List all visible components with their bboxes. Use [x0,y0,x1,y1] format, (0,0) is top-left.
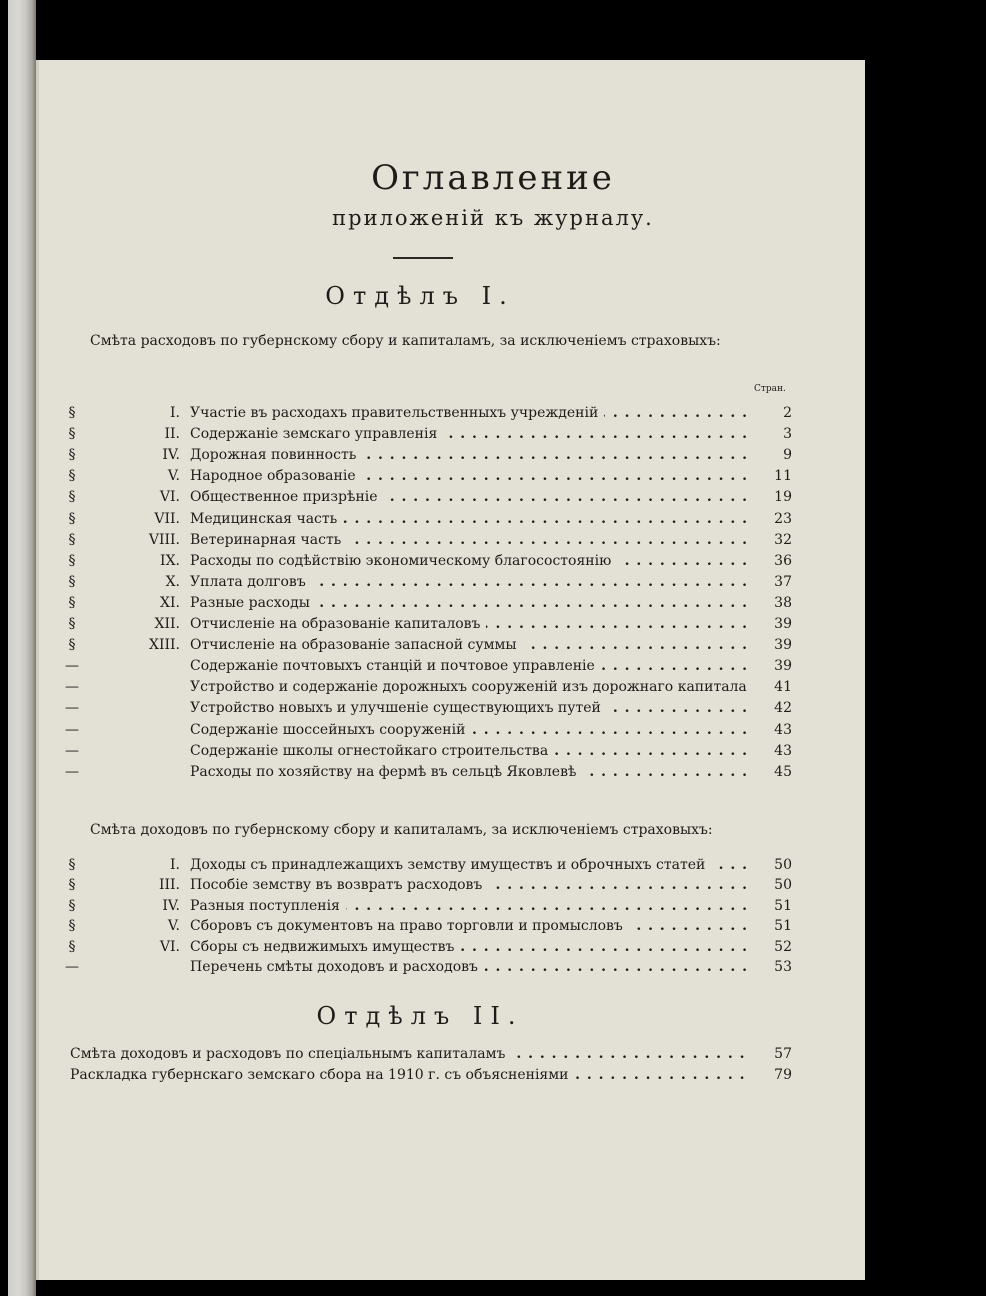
page-subtitle: приложеній къ журналу. [332,206,654,230]
entry-number: XI. [160,594,180,611]
entry-number: IV. [162,897,180,914]
entry-page: 11 [774,468,792,485]
entry-label: Участіе въ расходахъ правительственныхъ учрежденій . . [190,403,748,423]
entry-page: 3 [783,426,792,443]
entry-label: Общественное призрѣніе . . [190,487,748,507]
entry-marker: § [68,426,76,443]
entry-label: Сборовъ съ документовъ на право торговли и промысловъ . . [190,916,748,936]
entry-number: V. [167,468,180,485]
title-divider [393,257,453,259]
entry-page: 43 [774,721,792,738]
section-1-heading: Отдѣлъ I. [325,282,515,310]
entry-marker: § [68,877,76,894]
entry-label: Смѣта доходовъ и расходовъ по спеціальнымъ капиталамъ . . [70,1044,748,1064]
entry-page: 19 [774,489,792,506]
entry-marker: § [68,897,76,914]
entry-marker: — [65,700,79,717]
entry-label: Медицинская часть . . [190,509,748,529]
toc-entry [60,741,792,761]
entry-page: 50 [774,877,792,894]
toc-entry [60,937,792,957]
entry-marker: § [68,552,76,569]
entry-page: 36 [774,552,792,569]
entry-page: 2 [783,405,792,421]
entry-number: VI. [159,489,180,506]
toc-entry [60,445,792,465]
entry-number: XII. [154,616,180,632]
toc-entry [60,656,792,676]
toc-entry [60,487,792,507]
toc-entry [60,1065,792,1085]
expenses-intro: Смѣта расходовъ по губернскому сбору и капиталамъ, за исключеніемъ страховыхъ: [90,333,721,349]
entry-page: 51 [774,897,792,914]
toc-entry [60,875,792,895]
toc-entry [60,635,792,655]
toc-entry [60,720,792,740]
entry-label: Ветеринарная часть . . [190,530,748,550]
entry-label: Расходы по хозяйству на фермѣ въ сельцѣ Яковлевѣ . . [190,762,748,782]
entry-marker: — [65,959,79,975]
entry-page: 52 [774,938,792,955]
entry-marker: — [65,679,79,696]
entry-page: 37 [774,573,792,590]
entry-number: VI. [159,938,180,955]
entry-page: 50 [774,857,792,873]
entry-number: XIII. [148,637,180,654]
entry-label: Сборы съ недвижимыхъ имуществъ . . [190,937,748,957]
entry-page: 57 [774,1046,792,1062]
section-2-heading: Отдѣлъ II. [316,1002,524,1030]
entry-label: Разныя поступленія . . [190,896,748,916]
entry-number: I. [170,405,180,421]
entry-label: Раскладка губернскаго земскаго сбора на 1910 г. съ объясненіями . . [70,1065,748,1085]
toc-entry [60,593,792,613]
entry-page: 42 [774,700,792,717]
entry-marker: § [68,857,76,873]
page-title: Оглавление [371,158,615,198]
entry-marker: § [68,573,76,590]
entry-label: Отчисленіе на образованіе капиталовъ . . [190,614,748,634]
toc-entry [60,424,792,444]
entry-label: Устройство и содержаніе дорожныхъ сооруженій изъ дорожнаго капитала . . [190,677,748,697]
entry-page: 79 [774,1067,792,1083]
entry-number: X. [165,573,180,590]
toc-entry [60,403,792,423]
entry-page: 43 [774,742,792,759]
entry-marker: § [68,918,76,935]
entry-page: 39 [774,616,792,632]
entry-label: Содержаніе школы огнестойкаго строительства . . [190,741,748,761]
entry-label: Разные расходы . . [190,593,748,613]
entry-page: 41 [774,679,792,696]
entry-marker: § [68,938,76,955]
toc-entry [60,916,792,936]
entry-page: 9 [783,447,792,464]
entry-page: 45 [774,763,792,780]
entry-marker: — [65,721,79,738]
toc-entry [60,762,792,782]
entry-page: 51 [774,918,792,935]
entry-marker: § [68,489,76,506]
entry-marker: — [65,658,79,675]
toc-entry [60,677,792,697]
toc-entry [60,1044,792,1064]
entry-number: IX. [160,552,180,569]
entry-marker: § [68,468,76,485]
entry-number: III. [158,877,180,894]
entry-marker: — [65,763,79,780]
entry-number: II. [164,426,180,443]
entry-number: I. [170,857,180,873]
entry-marker: § [68,447,76,464]
toc-entry [60,855,792,875]
entry-label: Отчисленіе на образованіе запасной суммы . . [190,635,748,655]
entry-marker: § [68,510,76,527]
toc-entry [60,698,792,718]
entry-marker: § [68,531,76,548]
entry-label: Доходы съ принадлежащихъ земству имуществъ и оброчныхъ статей . . [190,855,748,875]
entry-label: Устройство новыхъ и улучшеніе существующихъ путей . . [190,698,748,718]
toc-entry [60,509,792,529]
entry-marker: § [68,637,76,654]
toc-entry [60,896,792,916]
entry-marker: § [68,594,76,611]
entry-page: 53 [774,959,792,975]
income-intro: Смѣта доходовъ по губернскому сбору и капиталамъ, за исключеніемъ страховыхъ: [90,822,713,838]
entry-label: Дорожная повинность . . [190,445,748,465]
toc-entry [60,572,792,592]
entry-number: VII. [154,510,180,527]
toc-entry [60,614,792,634]
toc-entry [60,551,792,571]
entry-number: V. [167,918,180,935]
entry-label: Содержаніе почтовыхъ станцій и почтовое управленіе . . [190,656,748,676]
entry-marker: § [68,616,76,632]
toc-entry [60,466,792,486]
entry-page: 32 [774,531,792,548]
entry-number: VIII. [148,531,180,548]
entry-number: IV. [162,447,180,464]
entry-label: Уплата долговъ . . [190,572,748,592]
entry-page: 23 [774,510,792,527]
entry-label: Народное образованіе . . [190,466,748,486]
entry-page: 39 [774,637,792,654]
entry-label: Пособіе земству въ возвратъ расходовъ . . [190,875,748,895]
entry-page: 39 [774,658,792,675]
page-column-label: Стран. [754,384,786,394]
entry-marker: § [68,405,76,421]
entry-page: 38 [774,594,792,611]
toc-entry [60,530,792,550]
toc-entry [60,957,792,977]
entry-label: Содержаніе шоссейныхъ сооруженій . . [190,720,748,740]
entry-marker: — [65,742,79,759]
entry-label: Содержаніе земскаго управленія . . [190,424,748,444]
entry-label: Расходы по содѣйствію экономическому благосостоянію . . [190,551,748,571]
entry-label: Перечень смѣты доходовъ и расходовъ . . [190,957,748,977]
